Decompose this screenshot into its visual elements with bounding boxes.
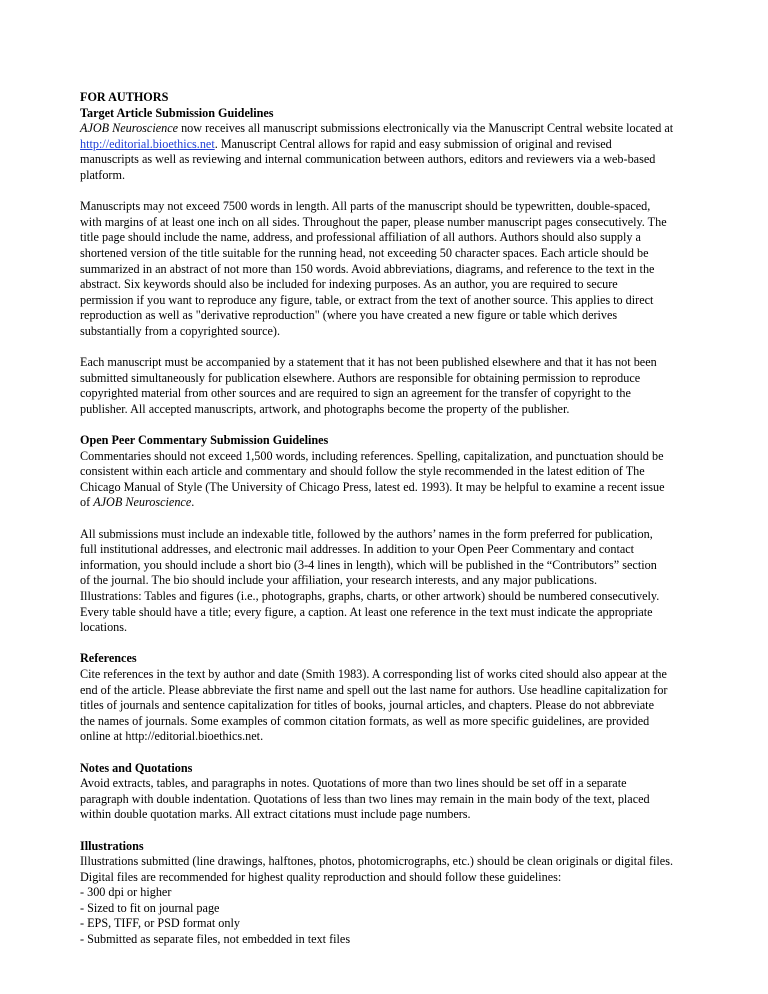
list-item: - Sized to fit on journal page: [80, 900, 220, 915]
references-title: References: [80, 651, 137, 666]
target-article-section: [80, 90, 692, 184]
commentary-p1-last-line: of AJOB Neuroscience.: [80, 495, 195, 510]
references-section: References Cite references in the text by author and date (Smith 1983). A corresponding list of works cited should also appear at the end of the article. Please abbreviate the first name and spell out the last name for authors. Use headline capitalization for titles of journals and sentence capitalization for titles of books, journal articles, and chapters. Please do not abbreviate the names of journals. Some examples of common citation formats, as well as more specific guidelines, are provided online at http://editorial.bioethics.net.: [80, 651, 692, 745]
publication-statement-paragraph: Each manuscript must be accompanied by a statement that it has not been published elsewhere and that it has not been submitted simultaneously for publication elsewhere. Authors are responsible for obtaining permission to reproduce copyrighted material from other sources and are required to sign an agreement for the transfer of copyright to the publisher. All accepted manuscripts, artwork, and photographs become the property of the publisher.: [80, 355, 657, 416]
list-item: - Submitted as separate files, not embedded in text files: [80, 932, 351, 947]
commentary-title: Open Peer Commentary Submission Guidelines: [80, 433, 329, 448]
target-article-title: Target Article Submission Guidelines: [80, 105, 274, 120]
document-page: [80, 90, 692, 963]
commentary-section: Open Peer Commentary Submission Guidelines Commentaries should not exceed 1,500 words, including references. Spelling, capitalization, and punctuation should be consistent within each article and commentary and should follow the style recommended in the latest edition of The Chicago Manual of Style (The University of Chicago Press, latest ed. 1993). It may be helpful to examine a recent issue of AJOB Neuroscience.: [80, 433, 692, 511]
notes-title: Notes and Quotations: [80, 760, 193, 775]
journal-name: AJOB Neuroscience: [80, 121, 179, 136]
list-item: - EPS, TIFF, or PSD format only: [80, 916, 240, 931]
manuscript-central-link[interactable]: http://editorial.bioethics.net: [80, 136, 215, 151]
illustrations-title: Illustrations: [80, 838, 144, 853]
journal-name: AJOB Neuroscience: [93, 495, 192, 510]
target-p1-line-1: AJOB Neuroscience now receives all manuscript submissions electronically via the Manuscript Central website located at: [80, 121, 674, 136]
notes-section: Notes and Quotations Avoid extracts, tables, and paragraphs in notes. Quotations of more than two lines should be set off in a separate paragraph with double indentation. Quotations of less than two lines may remain in the main body of the text, placed within double quotation marks. All extract citations must include page numbers.: [80, 761, 692, 823]
target-p1-line-3: manuscripts as well as reviewing and internal communication between authors, editors and reviewers via a web-based: [80, 152, 656, 167]
submission-requirements-paragraph: All submissions must include an indexable title, followed by the authors’ names in the form preferred for publication, full institutional addresses, and electronic mail addresses. In addition to your Open Peer Commentary and contact information, you should include a short bio (3-4 lines in length), which will be published in the “Contributors” section of the journal. The bio should include your affiliation, your research interests, and any major publications. Illustrations: Tables and figures (i.e., photographs, graphs, charts, or other artwork) should be numbered consecutively. Every table should have a title; every figure, a caption. At least one reference in the text must indicate the appropriate locations.: [80, 526, 660, 635]
list-item: - 300 dpi or higher: [80, 885, 172, 900]
target-p1-line-4: platform.: [80, 167, 126, 182]
document-heading: FOR AUTHORS: [80, 90, 169, 104]
illustrations-section: Illustrations Illustrations submitted (line drawings, halftones, photos, photomicrographs, etc.) should be clean originals or digital files. Digital files are recommended for highest quality reproduction and should follow these guidelines: - 300 dpi or higher - Sized to fit on journal page - EPS, TIFF, or PSD format only - Submitted as separate files, not embedded in text files: [80, 839, 692, 948]
manuscript-requirements-paragraph: Manuscripts may not exceed 7500 words in length. All parts of the manuscript should be typewritten, double-spaced, with margins of at least one inch on all sides. Throughout the paper, please number manuscript pages consecutively. The title page should include the name, address, and professional affiliation of all authors. Authors should also supply a shortened version of the title suitable for the running head, not exceeding 50 character spaces. Each article should be summarized in an abstract of not more than 150 words. Avoid abbreviations, diagrams, and reference to the text in the abstract. Six keywords should also be included for indexing purposes. As an author, you are required to secure permission if you want to reproduce any figure, table, or extract from the text of another source. This applies to direct reproduction as well as "derivative reproduction" (where you have created a new figure or table which derives substantially from a copyrighted source).: [80, 199, 667, 338]
target-p1-line-2: http://editorial.bioethics.net. Manuscript Central allows for rapid and easy submission of original and revised: [80, 136, 612, 151]
